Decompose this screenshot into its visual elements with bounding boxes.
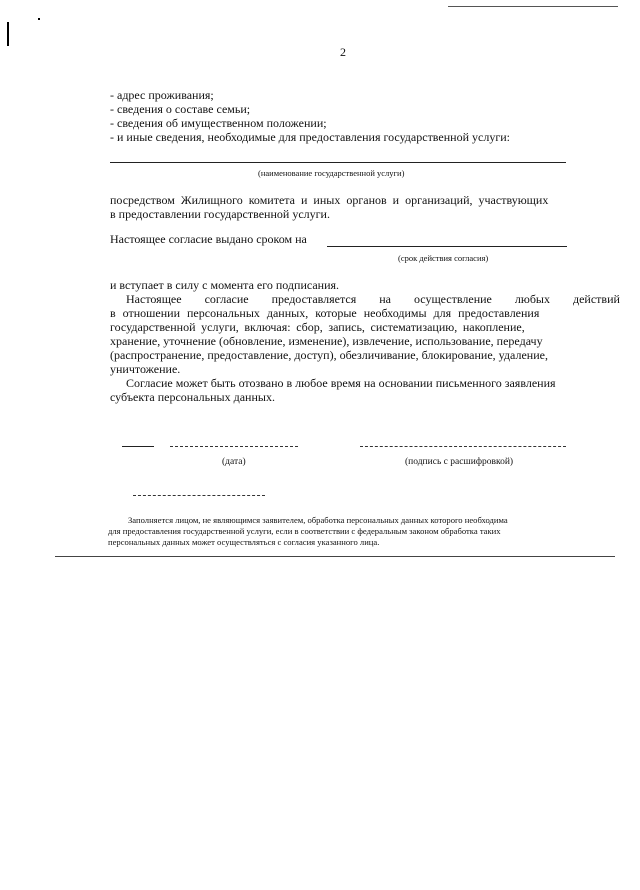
paragraph2-line: хранение, уточнение (обновление, изменение), извлечение, использование, передачу xyxy=(110,334,543,348)
page-number: 2 xyxy=(340,45,346,59)
signature-line xyxy=(360,446,566,447)
footnote-separator xyxy=(133,495,265,496)
paragraph2-line: уничтожение. xyxy=(110,362,181,376)
term-caption: (срок действия согласия) xyxy=(398,253,489,263)
service-name-blank-line xyxy=(110,162,566,163)
paragraph1-text: посредством Жилищного комитета и иных органов и организаций, участвующих xyxy=(110,193,549,207)
signature-caption: (подпись с расшифровкой) xyxy=(405,457,514,467)
paragraph2-line: (распространение, предоставление, доступ), обезличивание, блокирование, удаление, xyxy=(110,348,548,362)
footnote-line: для предоставления государственной услуги, если в соответствии с федеральным законом обработка таких xyxy=(108,526,501,536)
paragraph1-line xyxy=(110,193,564,207)
date-caption: (дата) xyxy=(222,457,246,467)
paragraph2-line: Настоящее согласие предоставляется на осуществление любых действий xyxy=(126,292,620,306)
list-item: - сведения об имущественном положении; xyxy=(110,116,327,130)
paragraph3-line: Согласие может быть отозвано в любое время на основании письменного заявления xyxy=(126,376,556,390)
service-name-caption: (наименование государственной услуги) xyxy=(258,168,405,178)
scan-edge-line-top xyxy=(448,6,618,7)
date-day-line xyxy=(122,446,154,447)
footnote-line: персональных данных может осуществляться с согласия указанного лица. xyxy=(108,537,380,547)
paragraph2-line: и вступает в силу с момента его подписания. xyxy=(110,278,340,292)
term-label: Настоящее согласие выдано сроком на xyxy=(110,232,307,246)
footnote-line: Заполняется лицом, не являющимся заявителем, обработка персональных данных которого необходима xyxy=(128,515,508,525)
scan-edge-line-bottom xyxy=(55,556,615,557)
term-blank-line xyxy=(327,246,567,247)
paragraph1-line: в предоставлении государственной услуги. xyxy=(110,207,330,221)
scan-dot xyxy=(38,18,40,20)
paragraph3-line: субъекта персональных данных. xyxy=(110,390,275,404)
list-item: - и иные сведения, необходимые для предоставления государственной услуги: xyxy=(110,130,510,144)
date-line xyxy=(170,446,298,447)
list-item: - адрес проживания; xyxy=(110,88,214,102)
paragraph2-line: государственной услуги, включая: сбор, запись, систематизацию, накопление, xyxy=(110,320,525,334)
scan-edge-mark-left xyxy=(7,22,9,46)
paragraph2-line: в отношении персональных данных, которые необходимы для предоставления xyxy=(110,306,540,320)
list-item: - сведения о составе семьи; xyxy=(110,102,251,116)
